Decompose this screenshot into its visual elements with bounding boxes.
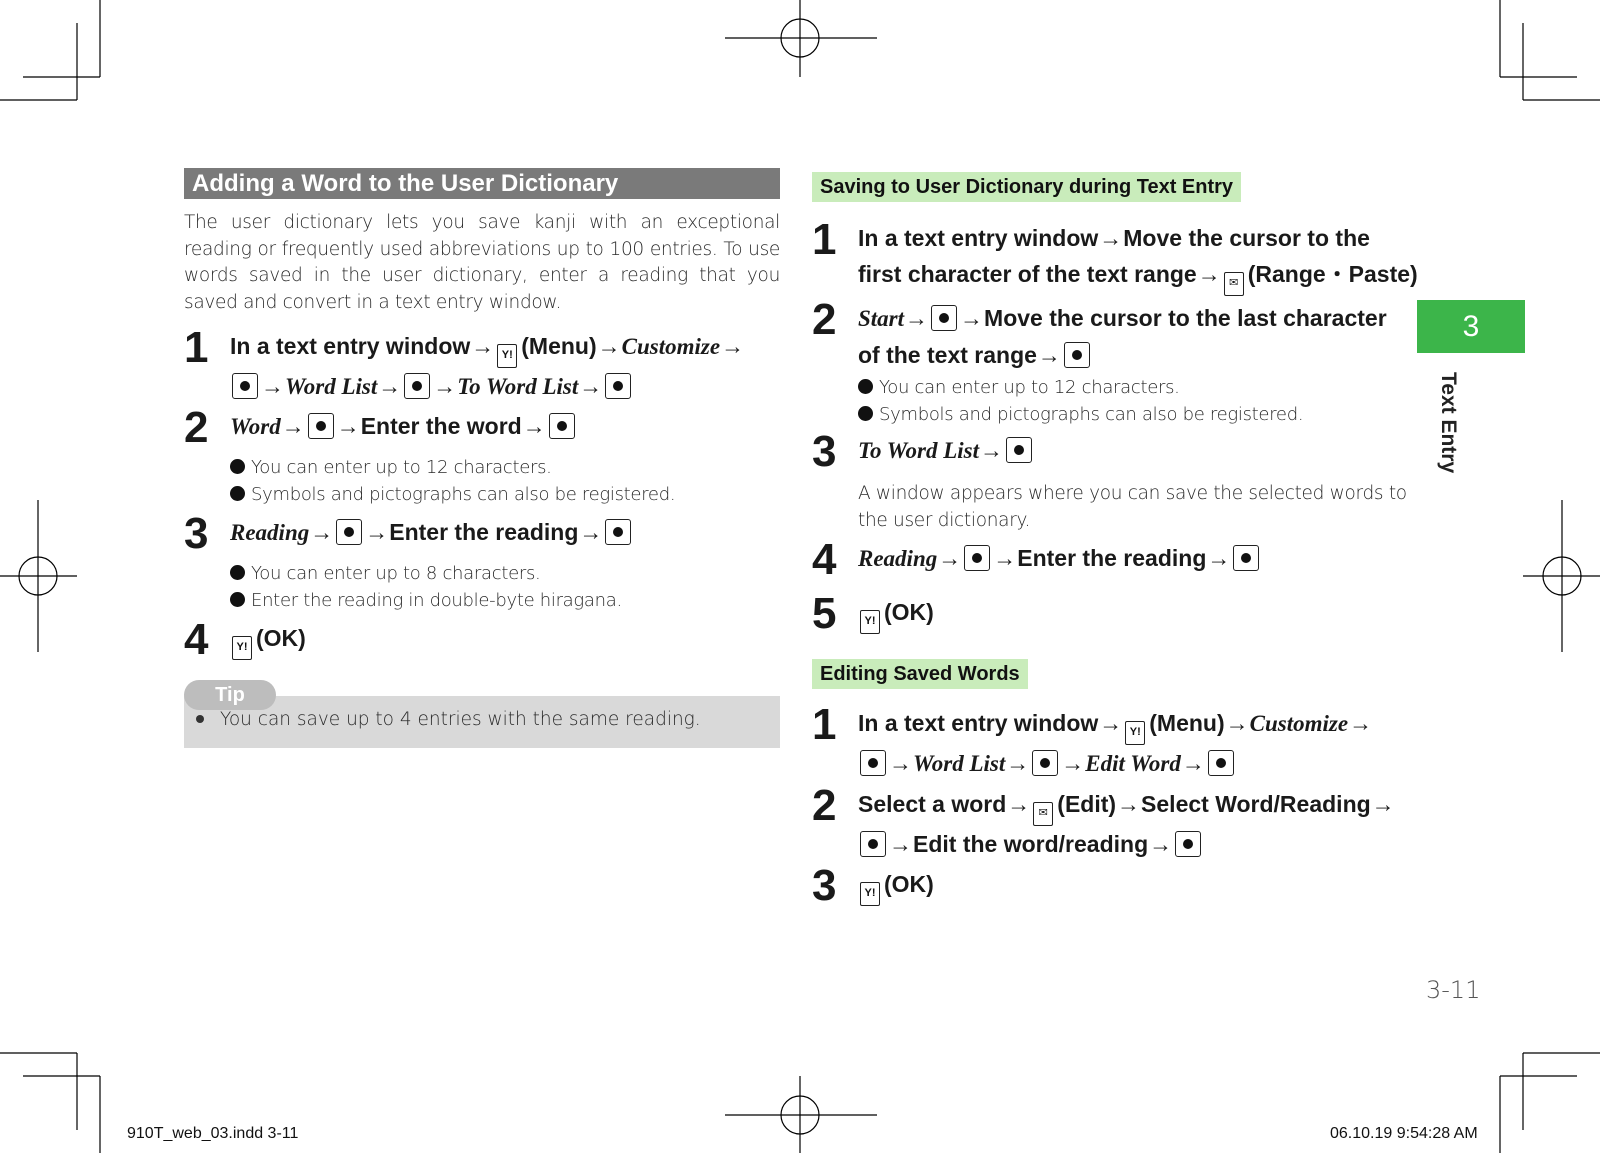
center-key-icon xyxy=(1208,750,1234,776)
list-item: You can enter up to 12 characters. xyxy=(230,454,675,481)
right-step-4: 4 Reading→ →Enter the reading→ xyxy=(812,540,1261,580)
right-step-1: 1 In a text entry window→Move the cursor to the first character of the text range→ ✉ (Range・Paste) xyxy=(812,220,1418,296)
step-number: 4 xyxy=(184,615,209,664)
center-key-icon xyxy=(1032,750,1058,776)
step-number: 1 xyxy=(184,323,209,372)
mail-key-icon: ✉ xyxy=(1033,802,1053,826)
list-item: You can enter up to 12 characters. xyxy=(858,374,1303,401)
step-number: 4 xyxy=(812,535,837,584)
step-number: 5 xyxy=(812,589,837,638)
right-step-3-note: A window appears where you can save the selected words to the user dictionary. xyxy=(858,483,1407,531)
center-key-icon xyxy=(549,413,575,439)
center-key-icon xyxy=(931,305,957,331)
step-number: 2 xyxy=(184,403,209,452)
intro-paragraph: The user dictionary lets you save kanji with an exceptional reading or frequently used abbreviations up to 100 entries. To use words saved in the user dictionary, enter a reading that you saved and convert in a text entry window. xyxy=(184,212,780,313)
menu-key-icon: Y! xyxy=(860,882,880,906)
right-step-2: 2 Start→ →Move the cursor to the last character of the text range→ xyxy=(812,295,1387,368)
left-step-3-notes xyxy=(230,560,622,614)
step-number: 1 xyxy=(812,215,837,264)
list-item: You can enter up to 8 characters. xyxy=(230,560,622,587)
center-key-icon xyxy=(1064,342,1090,368)
menu-key-icon: Y! xyxy=(232,636,252,660)
chapter-number-tab[interactable]: 3 xyxy=(1417,300,1525,353)
subsection-title-saving: Saving to User Dictionary during Text Entry xyxy=(812,172,1241,202)
edit-step-3: 3 Y! (OK) xyxy=(812,861,934,910)
tip-label: Tip xyxy=(184,680,276,710)
center-key-icon xyxy=(232,373,258,399)
center-key-icon xyxy=(404,373,430,399)
step-number: 2 xyxy=(812,295,837,344)
right-step-3: 3 To Word List→ xyxy=(812,432,1034,472)
edit-step-2: 2 Select a word→ ✉ (Edit)→Select Word/Reading→ →Edit the word/reading→ xyxy=(812,781,1395,857)
list-item: Symbols and pictographs can also be registered. xyxy=(858,401,1303,428)
edit-step-1: 1 In a text entry window→ Y! (Menu)→Customize→ →Word List→ →Edit Word→ xyxy=(812,700,1373,776)
chapter-label: Text Entry xyxy=(1437,372,1460,474)
step-number: 3 xyxy=(184,509,209,558)
footer-timestamp: 06.10.19 9:54:28 AM xyxy=(1330,1125,1478,1142)
step-number: 3 xyxy=(812,427,837,476)
center-key-icon xyxy=(964,545,990,571)
right-step-2-notes xyxy=(858,374,1303,428)
center-key-icon xyxy=(336,519,362,545)
step-number: 2 xyxy=(812,781,837,830)
center-key-icon xyxy=(1006,437,1032,463)
tip-text: You can save up to 4 entries with the same reading. xyxy=(196,709,701,730)
center-key-icon xyxy=(860,831,886,857)
step-number: 1 xyxy=(812,700,837,749)
menu-key-icon: Y! xyxy=(497,344,517,368)
list-item: Enter the reading in double-byte hiragana. xyxy=(230,587,622,614)
subsection-title-editing: Editing Saved Words xyxy=(812,659,1028,689)
menu-key-icon: Y! xyxy=(860,610,880,634)
mail-key-icon: ✉ xyxy=(1224,272,1244,296)
center-key-icon xyxy=(860,750,886,776)
center-key-icon xyxy=(605,519,631,545)
left-step-4: 4 Y! (OK) xyxy=(184,615,306,664)
footer-filename: 910T_web_03.indd 3-11 xyxy=(127,1125,299,1142)
center-key-icon xyxy=(1175,831,1201,857)
list-item: Symbols and pictographs can also be registered. xyxy=(230,481,675,508)
right-step-5: 5 Y! (OK) xyxy=(812,589,934,638)
left-step-3: 3 Reading→ →Enter the reading→ xyxy=(184,514,633,554)
left-step-2: 2 Word→ →Enter the word→ xyxy=(184,408,577,448)
menu-key-icon: Y! xyxy=(1125,721,1145,745)
step-number: 3 xyxy=(812,861,837,910)
center-key-icon xyxy=(308,413,334,439)
section-title: Adding a Word to the User Dictionary xyxy=(184,168,780,199)
page-number: 3-11 xyxy=(1426,976,1481,1004)
center-key-icon xyxy=(1233,545,1259,571)
left-step-2-notes xyxy=(230,454,675,508)
center-key-icon xyxy=(605,373,631,399)
left-step-1: 1 In a text entry window→ Y! (Menu)→Customize→ →Word List→ →To Word List→ xyxy=(184,323,745,399)
